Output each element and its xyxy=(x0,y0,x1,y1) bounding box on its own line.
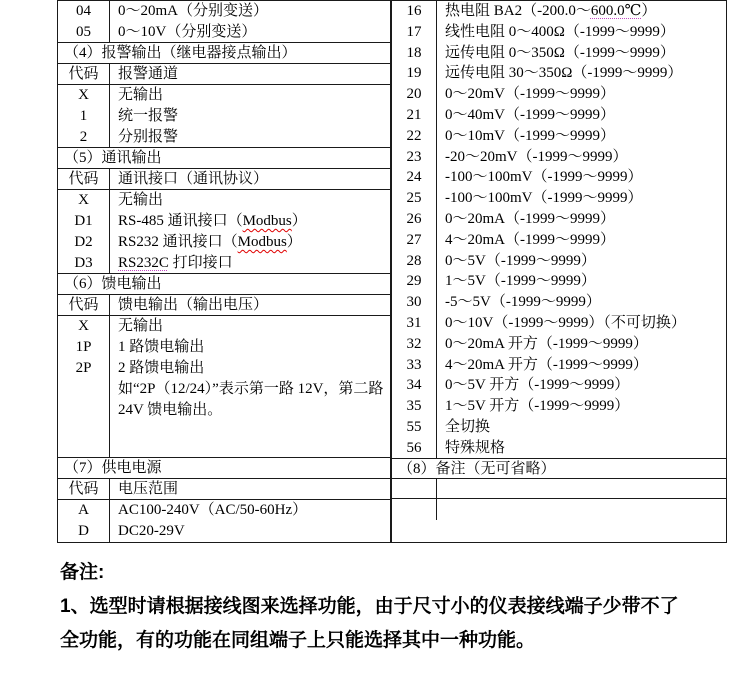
code-cell: D2 xyxy=(58,232,110,253)
table-row xyxy=(392,396,726,417)
spellcheck-word: Modbus xyxy=(242,213,292,229)
desc-cell: 0～10V（-1999～9999）（不可切换） xyxy=(445,314,686,331)
desc-cell: -5～5V（-1999～9999） xyxy=(445,294,601,311)
code-cell: 2P xyxy=(58,358,110,379)
code-cell: D3 xyxy=(58,253,110,273)
code-cell: 代码 xyxy=(58,169,110,189)
desc-text: 热电阻 BA2（-200.0～ xyxy=(445,3,591,19)
code-cell: 1 xyxy=(58,106,110,127)
table-row xyxy=(392,334,726,355)
code-cell: 30 xyxy=(392,292,437,313)
code-cell: 代码 xyxy=(58,479,110,499)
desc-cell: 0～5V 开方（-1999～9999） xyxy=(445,377,630,394)
spellcheck-word: RS232C xyxy=(118,255,169,271)
table-row xyxy=(58,379,390,400)
table-row xyxy=(58,500,390,521)
desc-cell: 电压范围 xyxy=(118,481,179,497)
right-selection-table xyxy=(391,0,727,543)
table-row xyxy=(392,167,726,188)
code-cell: 16 xyxy=(392,1,437,22)
section-row: （5）通讯输出 xyxy=(58,148,390,169)
desc-cell: 通讯接口（通讯协议） xyxy=(118,171,269,187)
table-row xyxy=(392,375,726,396)
notes-title: 备注: xyxy=(60,562,105,583)
code-cell: 代码 xyxy=(58,295,110,315)
code-cell: 33 xyxy=(392,355,437,376)
desc-cell: 特殊规格 xyxy=(445,439,506,456)
code-cell xyxy=(392,499,437,520)
code-cell: X xyxy=(58,190,110,211)
table-row xyxy=(392,355,726,376)
table-row xyxy=(392,209,726,230)
desc-cell: 如“2P（12/24）”表示第一路 12V，第二路 xyxy=(118,381,384,397)
code-cell: 31 xyxy=(392,313,437,334)
desc-cell xyxy=(110,211,390,232)
table-row xyxy=(58,1,390,22)
desc-cell: 4～20mA（-1999～9999） xyxy=(445,231,615,248)
desc-cell: 1～5V（-1999～9999） xyxy=(445,273,596,290)
code-cell: 2 xyxy=(58,127,110,147)
code-cell: 34 xyxy=(392,375,437,396)
section-row: （8）备注（无可省略） xyxy=(392,459,726,479)
table-row xyxy=(58,232,390,253)
spellcheck-word: Modbus xyxy=(237,234,287,250)
desc-cell: 统一报警 xyxy=(118,108,179,124)
notes xyxy=(60,556,730,658)
table-row xyxy=(392,188,726,209)
table-row xyxy=(392,63,726,84)
table-row xyxy=(392,84,726,105)
desc-cell: -100～100mV（-1999～9999） xyxy=(445,190,643,207)
table-row xyxy=(58,127,390,148)
desc-cell: 1～5V 开方（-1999～9999） xyxy=(445,398,630,415)
code-cell: 04 xyxy=(58,1,110,22)
code-cell: 26 xyxy=(392,209,437,230)
desc-cell: AC100-240V（AC/50-60Hz） xyxy=(118,502,308,518)
left-selection-table xyxy=(57,0,391,543)
desc-cell: 0～40mV（-1999～9999） xyxy=(445,106,615,123)
table-row xyxy=(58,337,390,358)
desc-text: RS232 通讯接口（ xyxy=(118,234,238,250)
notes-line-2: 全功能，有的功能在同组端子上只能选择其中一种功能。 xyxy=(60,630,536,651)
code-cell xyxy=(58,421,110,457)
code-cell: 23 xyxy=(392,147,437,168)
table-row xyxy=(392,43,726,64)
table-row xyxy=(58,253,390,274)
code-cell: 35 xyxy=(392,396,437,417)
code-cell: 20 xyxy=(392,84,437,105)
desc-cell: 无输出 xyxy=(118,87,164,103)
code-cell: 21 xyxy=(392,105,437,126)
desc-cell: 线性电阻 0～400Ω（-1999～9999） xyxy=(445,23,675,40)
desc-cell: 0～20mA（-1999～9999） xyxy=(445,210,615,227)
code-cell: 24 xyxy=(392,167,437,188)
desc-cell: 无输出 xyxy=(118,192,164,208)
desc-cell: 0～10mV（-1999～9999） xyxy=(445,127,615,144)
code-cell: 18 xyxy=(392,43,437,64)
notes-line-1: 1、选型时请根据接线图来选择功能，由于尺寸小的仪表接线端子少带不了 xyxy=(60,596,679,617)
table-row xyxy=(58,190,390,211)
table-header-row xyxy=(58,295,390,316)
code-cell: X xyxy=(58,316,110,337)
desc-text: ） xyxy=(641,3,657,19)
code-cell: 29 xyxy=(392,271,437,292)
table-row-empty xyxy=(392,479,726,500)
desc-cell: 24V 馈电输出。 xyxy=(118,402,223,418)
desc-text: 打印接口 xyxy=(168,255,233,271)
table-row xyxy=(392,147,726,168)
desc-cell xyxy=(437,499,726,520)
table-row xyxy=(392,22,726,43)
desc-cell: 0～20mA（分别变送） xyxy=(118,3,269,19)
code-cell: 代码 xyxy=(58,64,110,84)
desc-cell: 0～20mV（-1999～9999） xyxy=(445,86,615,103)
section-row: （7）供电电源 xyxy=(58,458,390,479)
desc-cell: 远传电阻 30～350Ω（-1999～9999） xyxy=(445,65,683,82)
table-row xyxy=(58,358,390,379)
desc-cell: 馈电输出（输出电压） xyxy=(118,297,269,313)
table-header-row xyxy=(58,169,390,190)
code-cell xyxy=(392,479,437,499)
table-row xyxy=(392,271,726,292)
desc-cell: 分别报警 xyxy=(118,129,179,145)
spellcheck-word: 600.0℃ xyxy=(590,3,642,19)
desc-cell: -20～20mV（-1999～9999） xyxy=(445,148,628,165)
table-row-empty xyxy=(58,421,390,458)
code-cell: 32 xyxy=(392,334,437,355)
table-row xyxy=(392,417,726,438)
table-row xyxy=(392,313,726,334)
code-cell: D xyxy=(58,521,110,542)
desc-text: ） xyxy=(291,213,307,229)
code-cell: A xyxy=(58,500,110,521)
desc-cell xyxy=(437,1,726,22)
code-cell xyxy=(58,400,110,421)
table-row xyxy=(392,230,726,251)
desc-cell: 4～20mA 开方（-1999～9999） xyxy=(445,356,648,373)
desc-cell: 报警通道 xyxy=(118,66,179,82)
code-cell: 28 xyxy=(392,251,437,272)
table-row xyxy=(392,292,726,313)
desc-cell: 全切换 xyxy=(445,418,491,435)
table-row xyxy=(58,85,390,106)
code-cell: 27 xyxy=(392,230,437,251)
desc-cell: -100～100mV（-1999～9999） xyxy=(445,169,643,186)
table-row xyxy=(58,211,390,232)
desc-cell: 0～10V（分别变送） xyxy=(118,24,257,40)
desc-cell: 1 路馈电输出 xyxy=(118,339,205,355)
code-cell: 22 xyxy=(392,126,437,147)
desc-cell: 远传电阻 0～350Ω（-1999～9999） xyxy=(445,44,675,61)
desc-cell: 0～5V（-1999～9999） xyxy=(445,252,596,269)
desc-cell: DC20-29V xyxy=(118,523,185,539)
table-row-empty xyxy=(392,499,726,520)
desc-cell: 2 路馈电输出 xyxy=(118,360,205,376)
code-cell: 55 xyxy=(392,417,437,438)
table-header-row xyxy=(58,64,390,85)
code-cell: X xyxy=(58,85,110,106)
code-cell: 17 xyxy=(392,22,437,43)
desc-cell: 无输出 xyxy=(118,318,164,334)
table-row xyxy=(392,126,726,147)
desc-cell xyxy=(110,253,390,273)
code-cell: 05 xyxy=(58,22,110,42)
table-row xyxy=(392,1,726,22)
table-row xyxy=(392,105,726,126)
code-cell: 25 xyxy=(392,188,437,209)
code-cell: 56 xyxy=(392,438,437,458)
section-row: （6）馈电输出 xyxy=(58,274,390,295)
section-row: （4）报警输出（继电器接点输出） xyxy=(58,43,390,64)
desc-text: RS-485 通讯接口（ xyxy=(118,213,243,229)
table-row xyxy=(58,106,390,127)
table-row xyxy=(58,22,390,43)
table-row xyxy=(392,438,726,459)
desc-cell: 0～20mA 开方（-1999～9999） xyxy=(445,335,648,352)
table-row xyxy=(58,400,390,421)
code-cell: 1P xyxy=(58,337,110,358)
code-cell xyxy=(58,379,110,400)
code-cell: 19 xyxy=(392,63,437,84)
desc-cell xyxy=(110,232,390,253)
desc-text: ） xyxy=(286,234,302,250)
desc-cell xyxy=(437,479,726,499)
table-row xyxy=(392,251,726,272)
table-row xyxy=(58,316,390,337)
code-cell: D1 xyxy=(58,211,110,232)
table-header-row xyxy=(58,479,390,500)
table-row xyxy=(58,521,390,542)
desc-cell xyxy=(110,421,390,457)
